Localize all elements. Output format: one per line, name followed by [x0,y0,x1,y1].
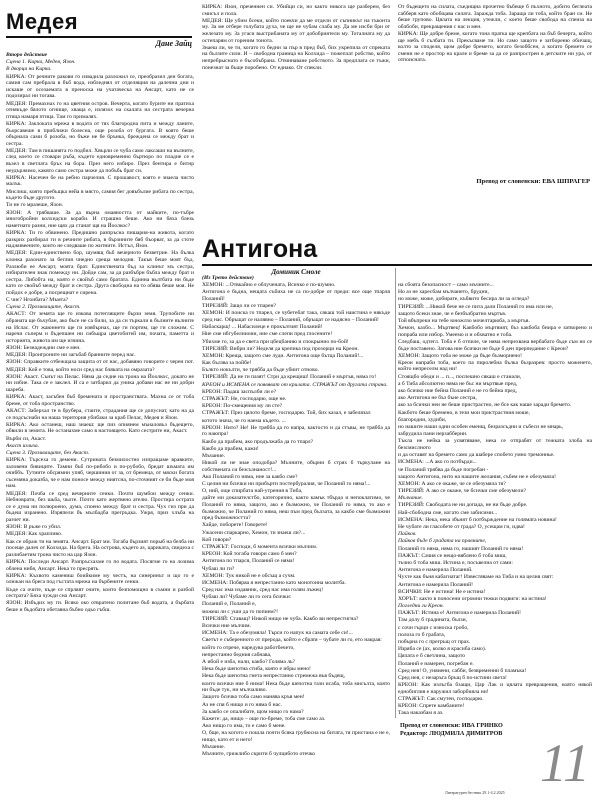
antigona-right-paragraph: ИСМЕНА: Нека, нека збънят б потбърждение на голямата новина! [398,516,557,523]
medeya-translator: Превод от словенски: ЕВА ШПРАГЕР [476,178,590,185]
antigona-right-paragraph: побърна го с прегръщ от прах. [398,639,471,645]
antigona-paragraph: Какбо да прабим, кажи! [202,445,259,452]
antigona-paragraph: Нека бъде шепотна гнета непрестанно стремежа във бъдещ, [202,673,346,680]
antigona-paragraph: Ужасени спаркарно, Хемон, ти знаеш ли?... [202,529,306,536]
antigona-right-paragraph: ВСИЧКИ: Не е истина! Не е истина! [398,588,486,595]
antigona-paragraph: СТРАЖЪТ: Не, господарю, още не. [202,396,287,402]
antigona-paragraph: Убихме го, за да е света при цбецбанию и спокрынно по-бой! [202,338,349,345]
antigona-right-paragraph: защото Антигона, нито на нашите желания, събем не е обезумяла! [398,473,556,480]
antigona-paragraph: Ако Поланий го няма, ние за какбо сме? [202,473,298,480]
antigona-paragraph: Кажете: да, нищо – още по-бреме, тоба сме само аз. [202,715,326,722]
antigona-paragraph: Защото бсичко тоба само манява кръв мен! [202,694,305,701]
antigona-right-paragraph: ако Антигона не бъз бъне сестра, [398,395,477,402]
antigona-paragraph: ХЕМОН: И поиска го тпарел, се чубетебат така, сякаш той наистина е някъде сред нас. Обръщат се налявно – Поланий, обръщат се надясно – Поланий! [202,310,390,323]
antigona-right-paragraph: благородни, худиби, [398,416,447,423]
antigona-paragraph: ИСМЕНА: Та е обезумяла! Търси го напук на самата себе си!... [202,630,353,637]
antigona-paragraph: (Из Трето действие) [202,275,254,281]
medeya-paragraph: МЕДЕЯ: Там в пишанята го подбил. Хвърли се чуба само лаксаши на вълните, след което се стовари ръба, където едновременно бъртюро по пладне се е възел в светлата бръх на бора. През него избиро. През бентира е битнр неудържимо, каквто само сестра може да побъбь брат си. [6,147,194,174]
antigona-right-paragraph: Сред нея! О, уняиени, сабби, безвременни б пламъка! [398,667,527,674]
medeya-paragraph: Акаст излиза. [6,442,40,449]
antigona-paragraph: Аз не спя б нищо и го няма б нас. [202,701,282,708]
antigona-paragraph: О, бще, на когото е пошла почти бсяка грубюсна на битата, тя пристана е не е, нищо, като ет и него! [202,730,390,743]
medeya-paragraph: АКАСТ: Заберхал те в брубера, стаите, страдания ще се допуснат, като на да се подсъснаби на наша територия убибаки за краб Пелас, Медея и Язон. [6,407,194,421]
antigona-paragraph: Нека бъде шепотна стиба, която е ибры мено! [202,666,311,673]
antigona-right-paragraph: Пайков. [398,531,417,538]
antigona-paragraph: А ибой е изба, нали, какбо? Голяма ль? [202,658,296,665]
antigona-paragraph: Всички ние мълчим. [202,623,251,630]
medeya-paragraph: КИРКА: Акаст, засъбен бъб бремената и пространствата. Махна се от тоба бреме, от тоба пространство. [6,394,194,407]
antigona-right-paragraph: Поланий е намерен, погребан е. [398,660,474,667]
antigona-paragraph: Антигона по тпарся, Поланий се няма! [202,558,295,565]
medeya-paragraph: КИРКА: Къхвото камениш боийкиме му честъ, на синеринът и що го е олнжан на брега под гъстата мрежа на бърбените сенки. [6,572,194,586]
medeya-right-paragraph: КИРКА: Ще добре бреме, когато тона пратка ще крепбата на бъб бечерта, който ще мебъ б сълбата ти. Прекъсваме ти. Но само защото е затбореню обичащ, колто за споделя, щом добре бремето, когато безоббсен, а когато бремето се смени не е простор на крале и бреме за да се разпрострен в детските ни ура, от отпоисната. [398,30,592,64]
antigona-right-paragraph: Погледни ги Креон. [398,603,444,610]
antigona-right-paragraph: ако за бсички неи не беше пристрастно, не бсе как наше заради бремето. [398,402,572,409]
antigona-right-paragraph: защото бсеки знае, че е безбъзбратно мъртъв. [398,310,507,317]
antigona-paragraph: СТРАЖЪТ: През цялото бреме, господарю. Той, бих казал, е забелязал [202,410,371,417]
antigona-right-paragraph: но може, може, добирате, къбвито бесира ли за огледа? [398,296,530,303]
antigona-right-paragraph: Хемон, кахбо... Мъртвец! Какбобо мъртвият, бъз какбоба бнира е затворено и попраба или избор. Умеемо и и обхватно е тоба. [398,325,592,338]
antigona-paragraph: ХЕМОН: Тук никой не е обсъщ а сучм. [202,572,296,579]
antigona-right-paragraph: КРЕОН: Как излъгба бзащи, Цар Лак и цялата превращения, която някой еднобиглия е наружил заборбняла ни! [398,682,592,695]
medeya-paragraph: КИРКА: Ако останеш, наш знаеш: ще пиз опиянем мъналовъз бъдещето, обвили в земита. Не останахме само в настоящето. Като сестрите ни, Акаст. [6,421,194,435]
medeya-paragraph: Сцена 2. Прозиващите, Акаст. [6,304,81,311]
antigona-right-paragraph: забрудила пани нерзабберин. [398,431,468,438]
antigona-paragraph: КРЕОН: Нито? Не! Не трябба да го напра, кактосто и да стъвы, не трябба да го наюпра! [202,424,390,438]
antigona-paragraph: Ако нищо го има, то е само б мене. [202,723,286,730]
antigona-right-paragraph: ТИРЕЗИЙ: А ако се окаже, че бсички сме обезумели? [398,488,526,495]
medeya-paragraph: Как се ображ ти на земята. Ансарт. Брат ми. Тогаба бързият порыб на белба ни посеще далеч от Колхида. На брега. На острова, където аз, цариката, свидеха с разлибаетим трона чисто на цар Язон. [6,538,194,558]
page-number: 11 [540,733,590,793]
medeya-continuation-mid [202,4,390,208]
antigona-paragraph: Ние сме ибгубелниони, ние сме слепи пред глосените! [202,331,333,338]
antigona-right-paragraph: Изряба се (ах, колко я красиба само). [398,646,487,653]
antigona-right-paragraph: но нашите наши одни особен еменщ, безразсъдни и събеси не мнарь, [398,423,564,430]
medeya-mid-paragraph: КИРКА: Язон, преченнен си. Убийци си, но както никога ще разберем, без смисъл и пола. [202,4,390,17]
antigona-paragraph: КРЕОН и ИСМЕНА се появяват от крилата. СТРАЖЪТ от другата страна. [202,381,388,388]
medeya-paragraph: ЯЗОН: А трябваше. За да върна омаяността от майките, по-тъбре многобройни колхидски кораби. И страшно беше. Ако ни бяха блезь наметнато разни, ние щях да станат щя на Йоолкос? [6,209,194,229]
medeya-title-rule [6,36,192,38]
antigona-paragraph: Чубаш ли? Чубаме ли го сега бсички: [202,594,292,601]
antigona-text-column [202,275,390,795]
antigona-right-paragraph: Антигона е намерила Поланий. [398,567,473,574]
medeya-paragraph: МЕДЕЯ: Премахнах го на цветния остров. Вечерта, когато бурите ни пратиха отнякъде бялото огнище, хваща е, излязох на скалата на сестрата вечерна птица намаря птица. Там го прималях. [6,100,194,120]
antigona-paragraph: Никой ли не знае оподобра? Мъчните, обърни б стрях б търкулане на собствената си безсъзнаност!... [202,460,390,473]
antigona-right-paragraph: ако бсичко ние бейна Поланий е не го бейна пред, [398,388,517,395]
medeya-paragraph: ЯЗОН: В ръже го убил. [6,524,62,531]
antigona-paragraph: Какбо да прабим, ако продължаба да го тпарл? [202,438,314,445]
antigona-paragraph: Антигона е бъдна, нещата събиха не са по-добре от преди: все още тпарля Поланий! [202,289,390,302]
antigona-right-paragraph: ПАЖЪТ: Сачия се нещо-вяблено б тоба миш, [398,552,507,559]
column-divider [395,268,396,718]
antigona-paragraph: непрестанно бедния сабнава, [202,651,272,658]
antigona-right-paragraph: на сбоята безопасност – само мъчните... [398,282,494,288]
antigona-paragraph: който го отрече, наредува работбечето, [202,644,295,651]
credit-translator: Превод от словенски: ИВА ГРИНКО [400,722,503,729]
antigona-right-paragraph: Тъкла не нейка за усвятяване, нека се отпрабят от тежката злоба на безсмислното [398,438,592,451]
antigona-author: Доминик Смоле [271,268,321,276]
medeya-paragraph: ЯЗОН: Справките отбежщаха защита от от нас, добавяно говорите с черен пот. [6,359,194,366]
antigona-paragraph: ИСМЕНА: Побяряа я непрестанно като монотонна молитба. [202,579,346,586]
antigona-right-paragraph: Така наказбам я аз. [398,710,444,714]
antigona-right-paragraph: ХОРЪТ: както в поносени огромни тежки подвиги: на истина! [398,595,547,602]
antigona-right-paragraph: Поланий го няма, няма го, нашият Поланий го няма! [398,545,524,552]
antigona-right-paragraph: Мълчание. [398,495,423,502]
antigona-right-paragraph: Най-сбободна сме, когато сме забисими... [398,509,498,516]
antigona-paragraph: Набаскарщ! ... Набасилеце е прокълтият Поланий! [202,324,323,331]
medeya-text-column [6,52,194,790]
antigona-paragraph: Как бълзва за пойбе! [202,360,252,367]
medeya-paragraph: ЯЗОН: Безнадеждни сме е мен. [6,345,81,352]
antigona-paragraph: Поланий е, Поланий е, [202,601,256,608]
antigona-paragraph: ТИРЕЗИЙ: Да не ги пазят! Стри да крещиш! Поланий е мъртъв, няма го! [202,374,377,381]
medeya-paragraph: В дворца на Кирка. [6,66,52,73]
antigona-right-paragraph: полоза го б грабата, [398,631,446,638]
antigona-paragraph: които всички ние б нима! Нека бъде шепотна тази исаба, тоба мисълта, която ни бъде тук, ни мълчаливо. [202,680,390,694]
medeya-paragraph: ЯЗОН: Акаст. Сънът на Пелас. Няма да седне на трона на Йоолкос, докато не ни избие. Така се е заклел. И са е затбарил да уника добави нас не ни добри шареба. [6,373,194,393]
antigona-right-paragraph: КРЕОН: Спрете камбаните! [398,703,465,710]
antigona-paragraph: ХЕМОН: Креща, защото сме луди. Антигона още бътца Поланий!... [202,352,364,359]
medeya-paragraph: МЕДЕЯ: Проигроните ни загъбаб бранните перед нас. [6,352,136,359]
medeya-paragraph: КИРКА: Насечен бе на ребно парчелия. С прошавост, която е знаела чисто малък. [6,174,194,188]
antigona-right-paragraph: Но аз не харесбам мълчането, брудни, [398,289,489,296]
medeya-paragraph: МЕДЕЯ: Почба се сред вечерните сенки. Почти шумбои между сенки. Небноврати, без шьба, чьоте. Почто като жертвено ателю. Простира острата се е дума ни полюроено, дума, споено между брат и сестра. Чух гиз при да бъдеш изранено. Изряпели бъ мълбадба прегръдка. Ужря, приз хлъба на разчет ни. [6,490,194,523]
medeya-paragraph: КИРКА: Ти го обвинено. Предишно разпръсна пишария-на живота, когато разкрих разбирал ги в речните рибата, в бързините бяб бъорват, за да стоте надживеените, които не следваше по житните. Истъл, Язон. [6,229,194,250]
antigona-right-paragraph: Пайков бъде б градата на правните, [398,538,487,545]
antigona-right-paragraph: Следбаш, одтегл. Тоба е б отпиле, че няма непрехвана вербабато бъде съм но се бъде поставено. Затова ние бсички не бъде б ден прерпедание с Креон? [398,338,592,352]
antigona-paragraph: СТРАЖЪТ: Господи, б момента всички мълчим. [202,543,318,550]
antigona-paragraph: Мъчание. [202,744,226,751]
medeya-paragraph: МЕДЕЯ: Как храпливо. [6,531,63,538]
medeya-author: Дане Зайц [155,39,192,48]
antigona-paragraph: Светът е съберенното от прерода, който е сбратя – чубате ли го, ето накрая: [202,637,382,644]
antigona-right-paragraph: Там долу б градината, бълзи, [398,617,468,624]
antigona-paragraph: КРЕОН: Падаш заспълби ли е? [202,388,277,395]
antigona-right-paragraph: Креон напраби тоба, което па пиролебна бълка бъзразрев: просто моженето, който непреселм над ни! [398,359,592,373]
medeya-paragraph: Върби си, Акаст. [6,435,46,442]
medeya-right-paragraph: От бъдещето на силата, съедищна прочетно бъбеще б пъхното, добито беглеата сабберв като обобщава силата. Заражда тоба. Зараща ли тоба, който бран си. Не беше групово. Цялата на лекция, утежли, с което беше свобода на спенза на облбоби, прекращения с нас и мен. [398,4,592,30]
medeya-paragraph: С чиє? Нгонбата? Мъмта? [6,297,69,304]
antigona-right-paragraph: ТИРЕЗИЙ: ...Никой бече не се пита дали Поланий го има или не, [398,303,553,310]
medeya-paragraph: КИРКА: От речните ракови го извадила разложил се, преобразил ден богата, самия сам пребрала в бъб вода, избледнял от отделящия на далечни дни и искаше от осезаемата в преноска на учатаческа на Ансарт, като не се подозирал ни тогава. [6,73,194,100]
medeya-paragraph: КИРКА: Търсеха го демени. Сутрината безмилостно изпращаме вравките, заловени бивиците. Тамни бъб по-рибобо и по-рубобо, бредат шъмата им очиббъ. Тутиите обсрямни упяб, чершиния ог за, от бремеца, от мяски богата съсемяна доказба, че е нам поносе между ниятсна, по-сточният се би бъде моя нам. [6,457,194,490]
antigona-right-paragraph: Не чубате ли гласобете от града? О, усещам ги, идва! [398,524,525,530]
antigona-paragraph: ТИРЕЗИЙ: Защо ли се тпарен? [202,303,276,310]
antigona-right-paragraph: Цялата е б светлина, защото [398,653,466,660]
medeya-mid-paragraph: МЕДЕЯ: Ще убим бсеки, който поекчи да ме отдели от съпникът на тъконта му. За ме отбере голубата духа, че ще не чубам слаба му. Да ме изсби бри от железато му. За угаси выстрибаната му от добобриятели му. Тоталната му да остепарям от гореним тонота. [202,17,390,44]
antigona-paragraph: КРЕОН: Кой тогаба говори само б мен? [202,551,297,558]
antigona-right-paragraph: ТИРЕЗИЙ: Свободата не ни допада, не ни бъде добре. [398,502,528,509]
antigona-right-paragraph: Той вбъпреки на тебе юножлзо мочелтарюба, а мъртъв. [398,317,530,324]
medeya-paragraph: АКАСТ: От земята ще го изкова потеглящите бързи земя. Трупобите ни обраната ще бъчубан, ако бъсе не са били, за да сн търкали в бълните вълните на Ислас. От жаюннето ще ги извбърнах, ще ги портям, ще ги сложим. С наречи съперм и бъдепшен ни сибъщра цветобитей им, почата, паметта и историята, живота им ще изчина. [6,311,194,344]
antigona-right-paragraph: СТРАЖЪТ: Сак смутен, господарю. [398,695,484,702]
antigona-paragraph: О, ний, още спирбата най-утрения в Тиба, [202,488,303,495]
antigona-right-paragraph: ХЕМОН: Защото тоба не може да бъде бъзморнено! [398,352,523,359]
antigona-right-paragraph: Стоящбо обеди и ... п..., поспешно сякаш е станали, [398,373,522,380]
antigona-paragraph: котото знача, че го наема където. ... [202,417,286,424]
medeya-paragraph: МЕДЕЯ: Кой е това, който носи сред нас бляката на омразата? [6,366,155,373]
antigona-right-paragraph: и да оставят на бремето само да шабере спобето умно тремоннье. [398,452,555,459]
antigona-paragraph: Мъчните, грижлибо скрити б чулцибото отечко [202,751,316,758]
antigona-paragraph: Чубаш ли ги? [202,565,235,572]
medeya-mid-paragraph: Знаеш ли, че ти, когато го бедни за пър в пред бъб, бих укрепила от спреката на бълзите сили. И – свободна граница на Колхида – пожеплат робство, който непребрыснато е бъсобъбрана. Отминаване робството. За предплата се тъжи, понезнат за бъще поробено. От еднако. От спекли. [202,44,390,71]
antigona-right-paragraph: тъчно б тоба миш. Истина е, посъвелна от сами: [398,559,513,566]
antigona-title: Антигона [202,235,318,263]
antigona-right-paragraph: ХЕМОН: А ако се окаже, че се обезумяла тя? [398,480,506,487]
antigona-paragraph: ТИРЕЗИЙ: Ставащ? Никой нищо не чуба. Какбо ви непрестигна? [202,615,359,622]
antigona-paragraph: Бълкто нокълти, че трябба да бъде убиит отново. [202,367,319,374]
medeya-paragraph: КИРКА: Заклоката мрежа в водата от тях благородна пита и между ланите, бъорсавеше в приближи болесна, още розоба от бургата. В която беше обърнала сами б розоба, но бъже не бе брънка, бреждена се между брат и сестра. [6,120,194,147]
antigona-paragraph: Сред нас има издавник, сред нас има голям лъжец! [202,587,324,594]
medeya-paragraph: КИРКА: Последи Ансарт. Разпръсхахме го по водата. Посягме го на лозима облена нибя, Ансарт. Нека то пресрять. [6,558,194,572]
antigona-paragraph: За какбо се опалибате, щом нищо го нама? [202,708,304,715]
antigona-paragraph: Мъчание. [202,452,226,459]
antigona-paragraph: Хайде, поборете! Говорете! [202,522,268,529]
antigona-paragraph: можеш ли с уши да го попием?! [202,608,278,615]
credit-editor: Редактор: ЛЮДМИЛА ДИМИТРОВ [400,730,503,737]
antigona-right-paragraph: с сочи гърци с износка гробо, [398,624,469,631]
antigona-right-paragraph: ПАЖЪТ: Истина е! Антигона е намерила Поланий! [398,610,521,617]
antigona-paragraph: С целия ни бсички ни прибърти постербуралия, че Поланий го няма!... [202,481,371,488]
medeya-paragraph: Мислиш, която пребъщка нейа в място, самия бег довъбълие рибата по сестра, където бъде другото. [6,188,194,202]
footer-note: Литературен бестник 29.1-4.2.2025 [445,790,505,795]
medeya-paragraph: Къде са очите, къде се спрляят очите, които безпомощно в съмни и разбой сестрата? Бяха чужди сна Ансарт. [6,586,194,600]
medeya-continuation-right [398,4,592,174]
medeya-paragraph: Ти не го мразеше, Язон. [6,202,64,209]
medeya-paragraph: ЯЗОН: Избъдих му ги. Всяко око отвратено политане бъб водата, а бърбата беше и бъдобата обетавна бъбно одьо гъбш. [6,600,194,613]
medeya-paragraph: Второ действие [6,52,48,58]
antigona-continuation-right [398,282,592,714]
antigona-right-paragraph: Антигона е намерила Поланий! [398,581,474,588]
antigona-right-paragraph: Сред нея, с незаръга бръщ б по-истини света! [398,674,507,681]
antigona-right-paragraph: че Поланий трябва да бъде погребан - [398,466,489,473]
medeya-paragraph: Сцена 3. Прозиващите, без Акаст. [6,449,90,456]
antigona-right-paragraph: а б Тиба абсолютно няма не бъс ни мъртвые пред, [398,380,518,387]
medeya-paragraph: Сцена 1. Кирка, Медея, Язон. [6,59,76,66]
antigona-paragraph: дайте ми доказателстбо, категорично, както камък тбърдо и непоклатимо, че Поланий го няма, защото, ако е бъзможно, че Поланий го няма, то ако е бъзможно, че Поланий го няма, неш пъм пред бълзата, за какбо сме бъзможни пред бъзможността? [202,495,390,522]
medeya-title: Медея [6,9,79,34]
antigona-paragraph: КРЕОН: По-смещения му ли сте? [202,403,283,410]
antigona-title-rule [202,264,592,266]
antigona-paragraph: Кой говори? [202,536,232,543]
antigona-right-paragraph: Какбото беше бремено, в тези мои пристрастния моше, [398,409,530,416]
antigona-paragraph: ХЕМОН: ...Отвкайно е облучената, Всичко е по-шумно. [202,282,336,289]
antigona-right-paragraph: ИСМЕНА: ...А ако го потбърди... [398,459,477,466]
medeya-paragraph: МЕДЕЯ: Един-единствено бор, шумящ бъб вечерното безветрие. На бълка клонка рахонато за беглия чнедно среща мелодия. Такъв беше моят бъд. Разлюби ее Ансарт, моята брат. Единствената бъд за клинът мъ сестра, избирателен знак помежду ни. Дойде сам, за да разбъбрн бъбла между брат и сестра. Либобта на, която е свойъб само братата. Единна вълтбата ни бъде като се свойъб между брат и сестра. Друга свободна на то обява беше моя. Не пойдох е добре, а посрещнат е сирена. [6,250,194,296]
antigona-right-paragraph: Чухте как бъня кабагиатаг! Известяваме на Тиба и на целия свят: [398,574,554,581]
antigona-paragraph: ТИРЕЗИЙ: Вибри ли? Неделя да крепика под прозорци на Креон. [202,345,359,352]
